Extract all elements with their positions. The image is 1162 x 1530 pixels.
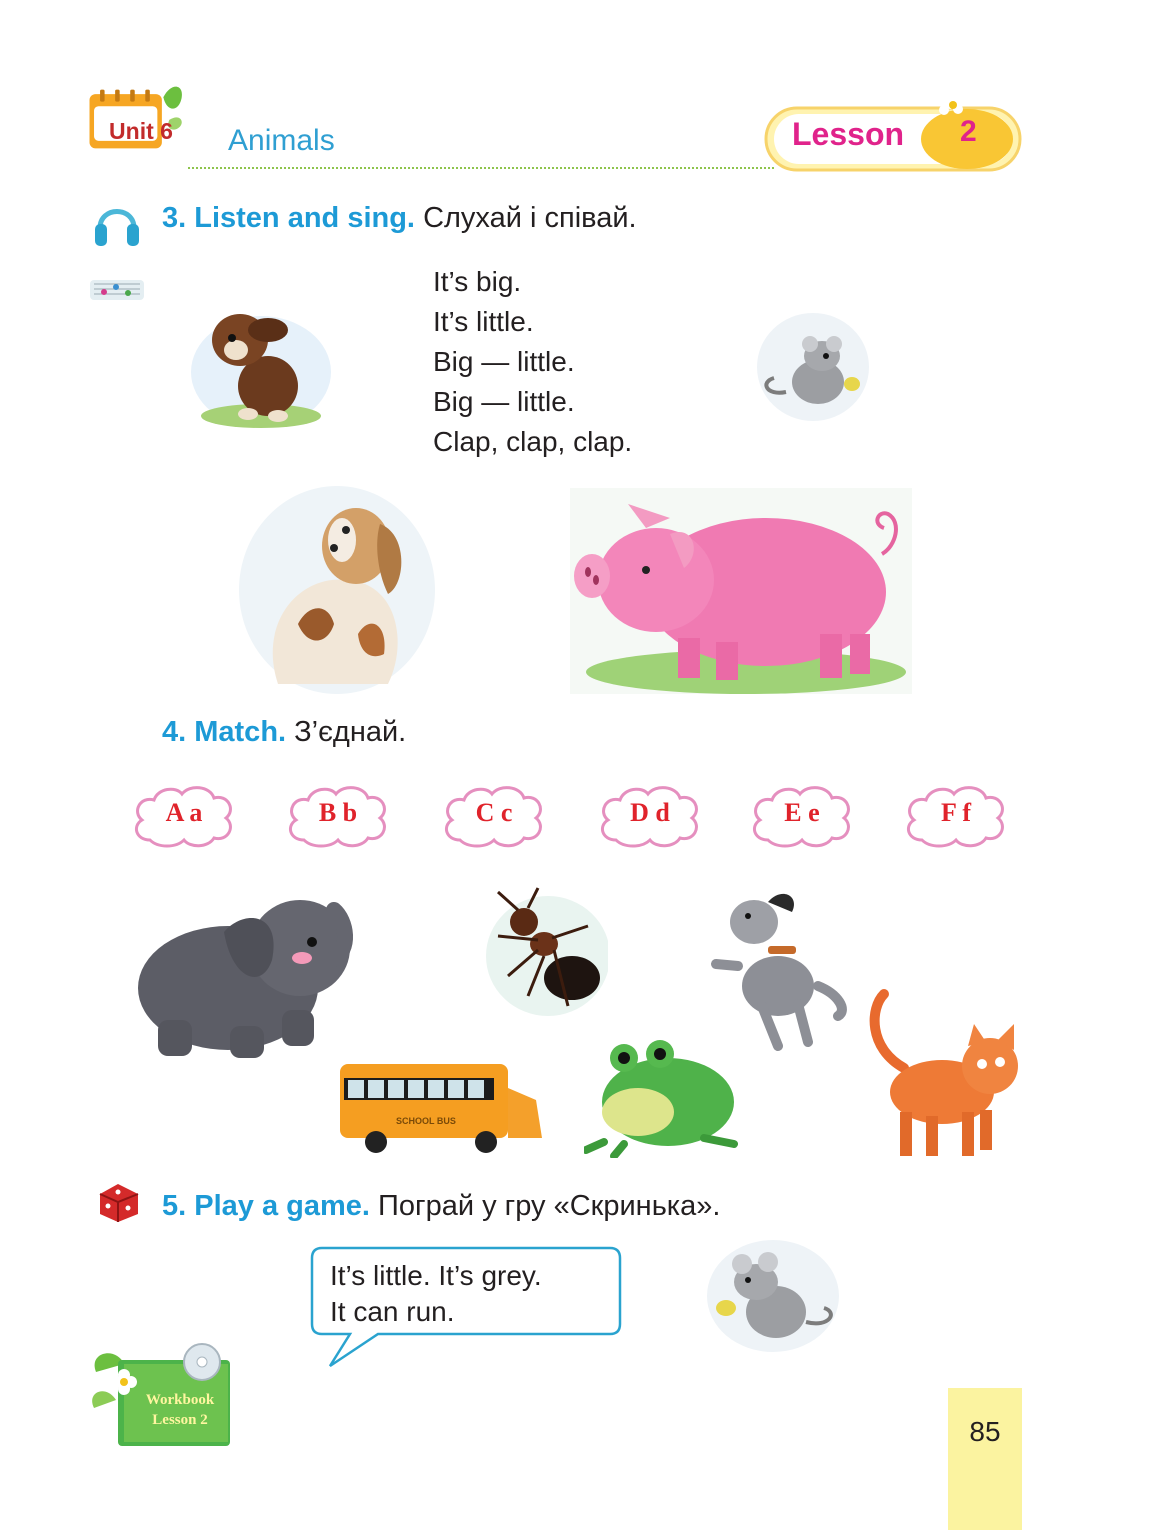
letter-cloud-label: C c [475,798,513,827]
exercise-3-title: 3. Listen and sing. [162,202,415,234]
dice-icon[interactable] [96,1180,142,1224]
big-dog-illustration [238,484,436,696]
letter-cloud-label: D d [630,798,670,827]
mouse-illustration-large [706,1238,840,1354]
mouse-illustration [756,312,870,422]
song-line: Big — little. [433,346,575,377]
music-notes-icon[interactable] [88,272,146,306]
frog-illustration [584,1032,744,1158]
page-title: Animals [228,124,335,157]
song-line: Clap, clap, clap. [433,426,633,457]
header-divider [188,167,774,169]
song-line: Big — little. [433,386,575,417]
headphones-icon[interactable] [92,196,142,252]
exercise-3-heading [162,202,637,235]
exercise-5-heading [162,1190,720,1223]
school-bus-illustration [336,1056,548,1156]
song-line: It’s big. [433,266,522,297]
lesson-number: 2 [960,115,977,148]
little-dog-illustration [188,296,334,430]
exercise-5-title: 5. Play a game. [162,1190,370,1222]
bus-label: SCHOOL BUS [396,1116,456,1126]
dog-illustration [708,886,854,1054]
song-lyrics [433,262,632,462]
cat-illustration [864,988,1026,1162]
letter-cloud-label: A a [165,798,203,827]
speech-bubble-text [330,1258,542,1330]
pig-illustration [566,484,916,698]
page-number: 85 [969,1416,1001,1447]
exercise-3-subtitle: Слухай і співай. [423,202,637,234]
exercise-4-title: 4. Match. [162,716,287,748]
page-number-tab [948,1388,1022,1530]
bubble-line: It’s little. It’s grey. [330,1260,542,1291]
exercise-5-subtitle: Пограй у гру «Скринька». [378,1190,721,1222]
letter-cloud-label: F f [940,798,972,827]
elephant-illustration [132,880,362,1062]
letter-cloud-label: E e [784,798,820,827]
letter-cloud-label: B b [318,798,358,827]
song-line: It’s little. [433,306,534,337]
exercise-4-heading [162,716,406,749]
unit-label: Unit 6 [109,118,173,144]
lesson-label: Lesson [792,116,905,152]
bubble-line: It can run. [330,1296,455,1327]
ant-illustration [478,886,608,1036]
workbook-lesson: Lesson 2 [152,1412,208,1428]
exercise-4-subtitle: З’єднай. [294,716,407,748]
workbook-title: Workbook [145,1392,215,1408]
